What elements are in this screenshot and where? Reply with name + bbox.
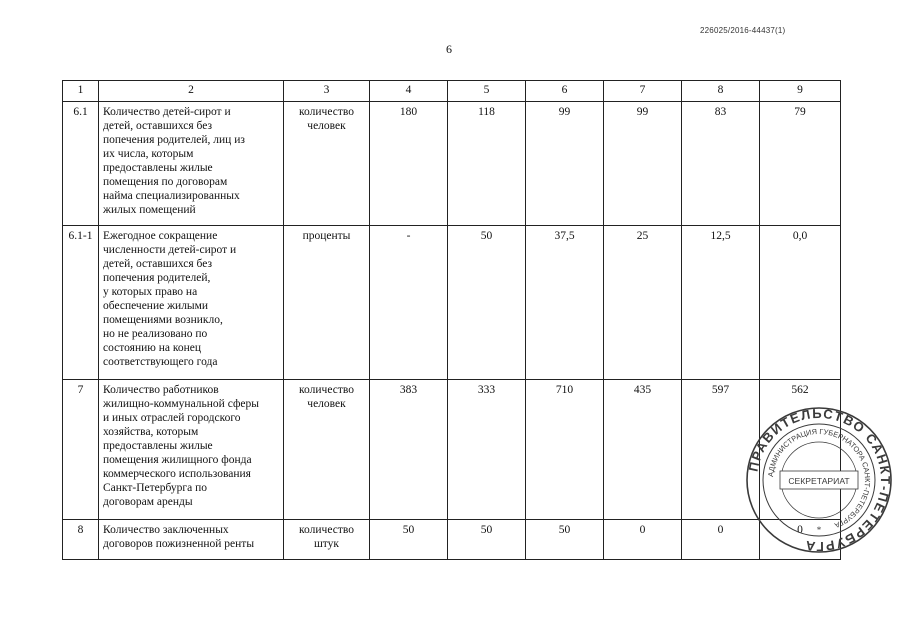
page-number: 6 bbox=[446, 42, 452, 56]
description-line: жилых помещений bbox=[103, 204, 196, 216]
row-description bbox=[99, 380, 284, 520]
description-line: жилищно-коммунальной сферы bbox=[103, 398, 259, 410]
description-line: договорам аренды bbox=[103, 496, 193, 508]
column-header: 6 bbox=[526, 81, 604, 102]
value-cell: 383 bbox=[370, 380, 448, 520]
value-cell: 79 bbox=[760, 102, 841, 226]
stamp-outer-textpath: ПРАВИТЕЛЬСТВО САНКТ-ПЕТЕРБУРГА bbox=[745, 405, 894, 555]
document-id: 226025/2016-44437(1) bbox=[700, 26, 786, 35]
description-line: детей, оставшихся без bbox=[103, 120, 213, 132]
row-number: 6.1 bbox=[63, 102, 99, 226]
value-cell: 99 bbox=[526, 102, 604, 226]
column-number-row bbox=[63, 81, 841, 102]
column-header: 2 bbox=[99, 81, 284, 102]
value-cell: 0 bbox=[682, 520, 760, 560]
stamp-center-text: СЕКРЕТАРИАТ bbox=[788, 476, 850, 486]
value-cell: 118 bbox=[448, 102, 526, 226]
table-row bbox=[63, 226, 841, 380]
table-row bbox=[63, 102, 841, 226]
value-cell: 0 bbox=[604, 520, 682, 560]
description-line: Санкт-Петербурга по bbox=[103, 482, 208, 494]
table-row bbox=[63, 520, 841, 560]
description-line: договоров пожизненной ренты bbox=[103, 538, 255, 550]
row-description bbox=[99, 226, 284, 380]
description-line: Количество работников bbox=[103, 384, 219, 396]
description-line: их числа, которым bbox=[103, 148, 194, 160]
value-cell: 37,5 bbox=[526, 226, 604, 380]
value-cell: 333 bbox=[448, 380, 526, 520]
column-header: 9 bbox=[760, 81, 841, 102]
unit-line: человек bbox=[307, 120, 346, 132]
description-line: помещения жилищного фонда bbox=[103, 454, 252, 466]
value-cell: 597 bbox=[682, 380, 760, 520]
row-description bbox=[99, 520, 284, 560]
table-row bbox=[63, 380, 841, 520]
unit-cell bbox=[284, 520, 370, 560]
unit-line: проценты bbox=[302, 230, 351, 242]
description-line: обеспечение жилыми bbox=[103, 300, 209, 312]
description-line: численности детей-сирот и bbox=[103, 244, 237, 256]
value-cell: 50 bbox=[370, 520, 448, 560]
description-line: у которых право на bbox=[103, 286, 198, 298]
value-cell: 435 bbox=[604, 380, 682, 520]
column-header: 3 bbox=[284, 81, 370, 102]
secretariat-stamp bbox=[744, 405, 894, 555]
row-number: 8 bbox=[63, 520, 99, 560]
description-line: коммерческого использования bbox=[103, 468, 251, 480]
row-number: 6.1-1 bbox=[63, 226, 99, 380]
description-line: попечения родителей, bbox=[103, 272, 211, 284]
stamp-star-glyph: * bbox=[816, 525, 822, 535]
unit-line: штук bbox=[313, 538, 340, 550]
description-line: Количество заключенных bbox=[103, 524, 229, 536]
value-cell: 50 bbox=[526, 520, 604, 560]
value-cell: 25 bbox=[604, 226, 682, 380]
unit-line: человек bbox=[307, 398, 346, 410]
column-header: 5 bbox=[448, 81, 526, 102]
description-line: и иных отраслей городского bbox=[103, 412, 241, 424]
value-cell: 710 bbox=[526, 380, 604, 520]
column-header: 1 bbox=[63, 81, 99, 102]
unit-line: количество bbox=[299, 106, 354, 118]
unit-cell bbox=[284, 226, 370, 380]
description-line: помещениями возникло, bbox=[103, 314, 223, 326]
description-line: состоянию на конец bbox=[103, 342, 202, 354]
unit-line: количество bbox=[299, 384, 354, 396]
row-description bbox=[99, 102, 284, 226]
indicators-table bbox=[62, 80, 841, 560]
description-line: найма специализированных bbox=[103, 190, 240, 202]
description-line: хозяйства, которым bbox=[103, 426, 199, 438]
description-line: но не реализовано по bbox=[103, 328, 208, 340]
description-line: детей, оставшихся без bbox=[103, 258, 213, 270]
value-cell: 50 bbox=[448, 520, 526, 560]
value-cell: 180 bbox=[370, 102, 448, 226]
stamp-inner-textpath: АДМИНИСТРАЦИЯ ГУБЕРНАТОРА САНКТ-ПЕТЕРБУРГА bbox=[766, 426, 873, 531]
value-cell: 83 bbox=[682, 102, 760, 226]
value-cell: 0,0 bbox=[760, 226, 841, 380]
column-header: 7 bbox=[604, 81, 682, 102]
description-line: Ежегодное сокращение bbox=[103, 230, 218, 242]
column-header: 4 bbox=[370, 81, 448, 102]
value-cell: 0 bbox=[760, 520, 841, 560]
unit-line: количество bbox=[299, 524, 354, 536]
description-line: Количество детей-сирот и bbox=[103, 106, 231, 118]
description-line: соответствующего года bbox=[103, 356, 218, 368]
row-number: 7 bbox=[63, 380, 99, 520]
unit-cell bbox=[284, 380, 370, 520]
value-cell: 99 bbox=[604, 102, 682, 226]
value-cell: 562 bbox=[760, 380, 841, 520]
description-line: предоставлены жилые bbox=[103, 162, 213, 174]
unit-cell bbox=[284, 102, 370, 226]
value-cell: 12,5 bbox=[682, 226, 760, 380]
column-header: 8 bbox=[682, 81, 760, 102]
description-line: предоставлены жилые bbox=[103, 440, 213, 452]
description-line: помещения по договорам bbox=[103, 176, 228, 188]
value-cell: - bbox=[370, 226, 448, 380]
value-cell: 50 bbox=[448, 226, 526, 380]
description-line: попечения родителей, лиц из bbox=[103, 134, 245, 146]
